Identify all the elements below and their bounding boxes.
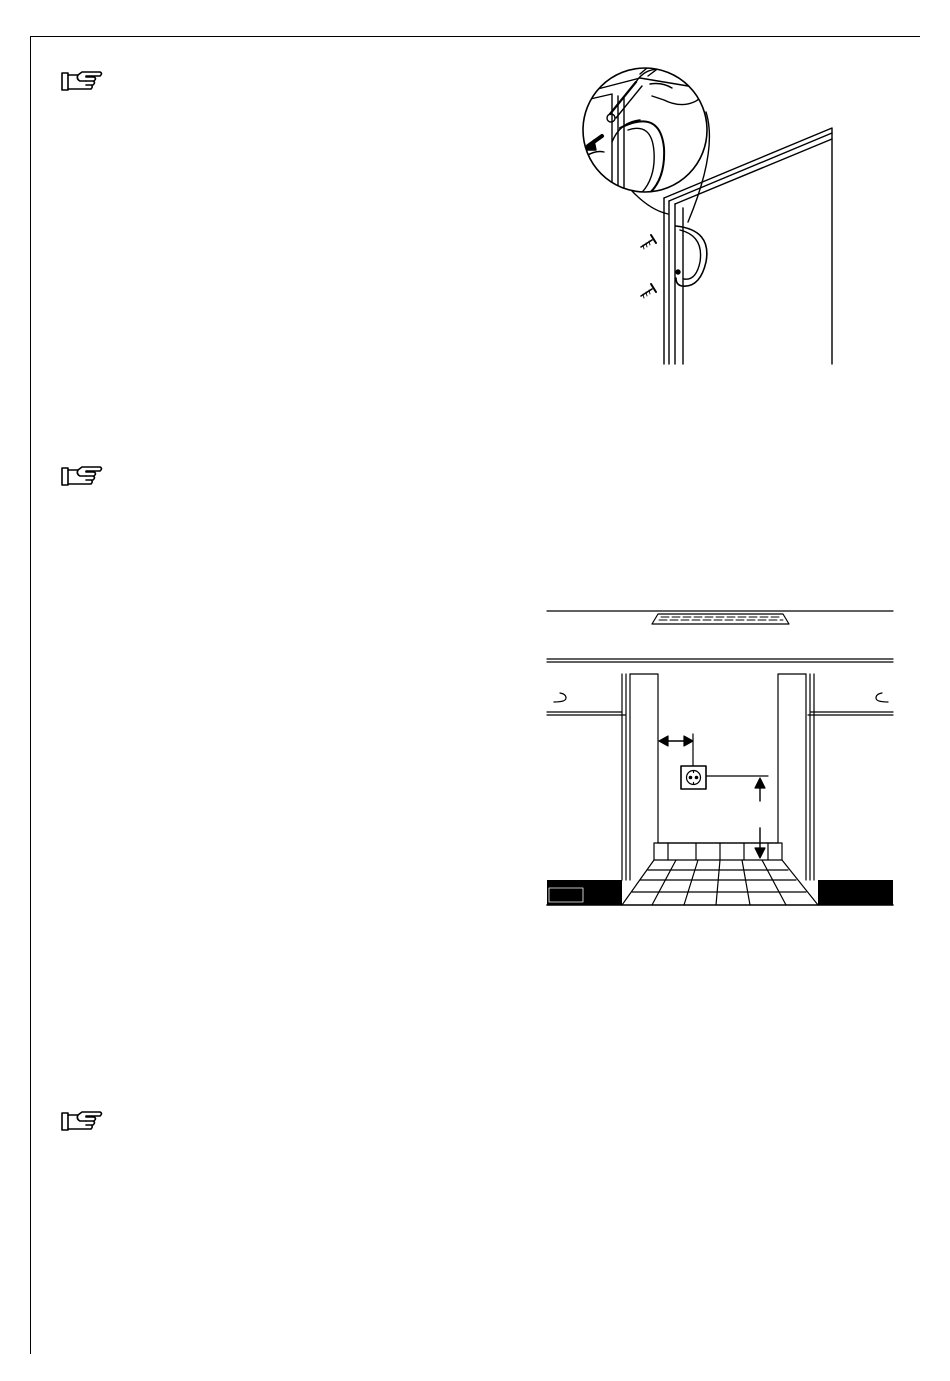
dimension-arrow-icon [755,778,765,858]
pointing-hand-icon [60,465,104,489]
page-frame-left-rule [30,36,31,1354]
dimension-arrow-icon [659,734,693,766]
door-handle-mounting-illustration [580,60,840,366]
page-frame-top-rule [30,36,920,37]
vent-grille-icon [652,614,789,624]
pointing-hand-icon [60,1110,104,1134]
screw-icon [641,235,656,249]
installation-niche-socket-illustration [545,604,895,906]
wall-socket-icon [681,766,706,789]
pointing-hand-icon [60,70,104,94]
screw-icon [641,284,656,298]
